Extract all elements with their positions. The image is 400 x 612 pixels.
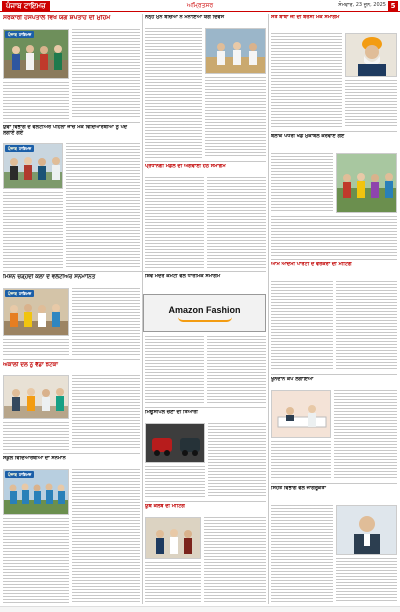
article-body (66, 143, 140, 268)
article-body (205, 77, 266, 158)
section-divider (145, 501, 266, 502)
article-body (208, 423, 266, 498)
article-body (145, 562, 201, 603)
article-body (345, 80, 397, 128)
article-body (3, 339, 69, 356)
article-body (271, 216, 397, 256)
section-divider (271, 259, 397, 260)
headline-lower-mid: ਮਿਊਂਸੀਪਲ ਚੋਣਾਂ ਦੀ ਤਿਆਰੀ (145, 410, 198, 415)
page-footer (0, 606, 400, 612)
masthead-section: ਅਮ੍ਰਿਤਸਰ (186, 2, 214, 9)
headline-lower-left: ਅਕਾਲੀ ਦਲ ਨੂੰ ਵੱਡਾ ਝਟਕਾ (3, 362, 58, 368)
headline-right-mid: ਬਲਾਕ ਪੱਧਰੀ ਖੇਡ ਮੁਕਾਬਲੇ ਕਰਵਾਏ ਗਏ (271, 134, 345, 139)
article-body (271, 505, 333, 603)
masthead-date: ਸੋਮਵਾਰ, 23 ਜੂਨ, 2025 (338, 2, 386, 8)
headline-center-left: ਮਿਸ਼ਨ ਚੜ੍ਹਦੀ ਕਲਾ ਦੇ ਵਲੰਟੀਅਰ ਸਨਮਾਨਿਤ (3, 274, 96, 280)
article-body (72, 375, 140, 450)
article-body (334, 390, 397, 480)
headline-right-lower: ਖੂਨਦਾਨ ਕੈਂਪ ਲਗਾਇਆ (271, 377, 314, 382)
section-divider (3, 271, 266, 272)
article-body (3, 192, 63, 268)
article-body (336, 281, 397, 371)
section-divider (145, 407, 266, 408)
headline-mid-left: ਯੁਵਾ ਵਿਭਾਗ ਦੇ ਵਲੰਟੀਅਰ ਪਹਿਲਾਂ ਜਾਂਚ ਮੌਕੇ ਵਿਦਿਆਰਥੀਆਂ ਨੂੰ ਪੌਦੇ ਲਗਾਏ ਗਏ (3, 125, 128, 136)
news-photo (3, 375, 69, 419)
news-photo (271, 390, 331, 438)
portrait-photo (336, 505, 397, 555)
source-tag: ਪੰਜਾਬ ਟਾਇਮਜ਼ (5, 290, 34, 297)
article-body (145, 28, 202, 158)
article-body (3, 422, 69, 450)
source-tag: ਪੰਜਾਬ ਟਾਇਮਜ਼ (5, 471, 34, 478)
headline-mid-mid: ਪ੍ਰਧਾਨਗੀ ਮੰਡਲ ਦੀ ਅਗਵਾਈ ਹੇਠ ਸਮਾਗਮ (145, 164, 226, 169)
source-tag: ਪੰਜਾਬ ਟਾਇਮਜ਼ (5, 31, 34, 38)
article-body (72, 29, 140, 119)
article-body (336, 558, 397, 603)
news-photo (205, 28, 266, 74)
masthead (0, 0, 400, 12)
headline-right-mid2: ਆਮ ਆਦਮੀ ਪਾਰਟੀ ਦੇ ਵਰਕਰਾਂ ਦੀ ਮੀਟਿੰਗ (271, 262, 352, 267)
article-body (207, 177, 266, 268)
headline-top-left: ਸਰਕਾਰੀ ਹਸਪਤਾਲ ਵਿਖੇ ਯੋਗ ਸ਼ਪਤਾਹ ਦੀ ਮੁਹਿੰਮ (3, 15, 111, 21)
section-divider (145, 161, 266, 162)
article-body (271, 33, 342, 128)
article-body (204, 517, 266, 603)
section-divider (3, 122, 140, 123)
headline-right-top: ਸੰਤ ਬਾਬਾ ਜੀ ਦੀ ਬਰਸੀ ਮੌਕੇ ਸਮਾਗਮ (271, 15, 340, 20)
article-body (271, 153, 333, 213)
amazon-fashion-ad[interactable] (143, 294, 266, 332)
column-divider (268, 14, 269, 604)
portrait-photo (345, 33, 397, 77)
headline-center-mid: ਸ਼ਿਵ ਮੰਦਰ ਕਮੇਟੀ ਵੱਲੋਂ ਧਾਰਮਿਕ ਸਮਾਗਮ (145, 274, 221, 279)
article-body (3, 82, 69, 119)
article-body (72, 469, 140, 603)
headline-bottom-left: ਸਕੂਲ ਵਿਦਿਆਰਥੀਆਂ ਦਾ ਸਨਮਾਨ (3, 456, 66, 461)
article-body (145, 466, 205, 498)
section-divider (271, 374, 397, 375)
section-divider (3, 359, 140, 360)
news-photo (145, 423, 205, 463)
news-photo (145, 517, 201, 559)
article-body (271, 441, 331, 480)
ad-brand-text: Amazon Fashion (168, 305, 241, 315)
masthead-logo: ਪੰਜਾਬ ਟਾਇਮਜ਼ (2, 1, 50, 11)
page-number: 5 (388, 1, 398, 11)
section-divider (271, 483, 397, 484)
headline-bottom-mid: ਯੂਥ ਕਲੱਬ ਦੀ ਮੀਟਿੰਗ (145, 504, 185, 509)
article-body (145, 177, 204, 268)
headline-top-mid: ਨੰਨ੍ਹੇ ਮੁੰਨੇ ਬੱਚਿਆਂ ਨੇ ਮਨਾਇਆ ਯੋਗ ਦਿਵਸ (145, 15, 225, 20)
article-body (72, 288, 140, 356)
article-body (207, 336, 266, 404)
section-divider (3, 453, 140, 454)
article-body (3, 518, 69, 603)
source-tag: ਪੰਜਾਬ ਟਾਇਮਜ਼ (5, 145, 34, 152)
section-divider (271, 131, 397, 132)
article-body (271, 281, 333, 371)
headline-right-bottom: ਸਿਹਤ ਵਿਭਾਗ ਵੱਲੋਂ ਜਾਗਰੂਕਤਾ (271, 486, 326, 491)
amazon-smile-logo-icon (178, 317, 232, 322)
news-photo (336, 153, 397, 213)
article-body (145, 336, 204, 404)
